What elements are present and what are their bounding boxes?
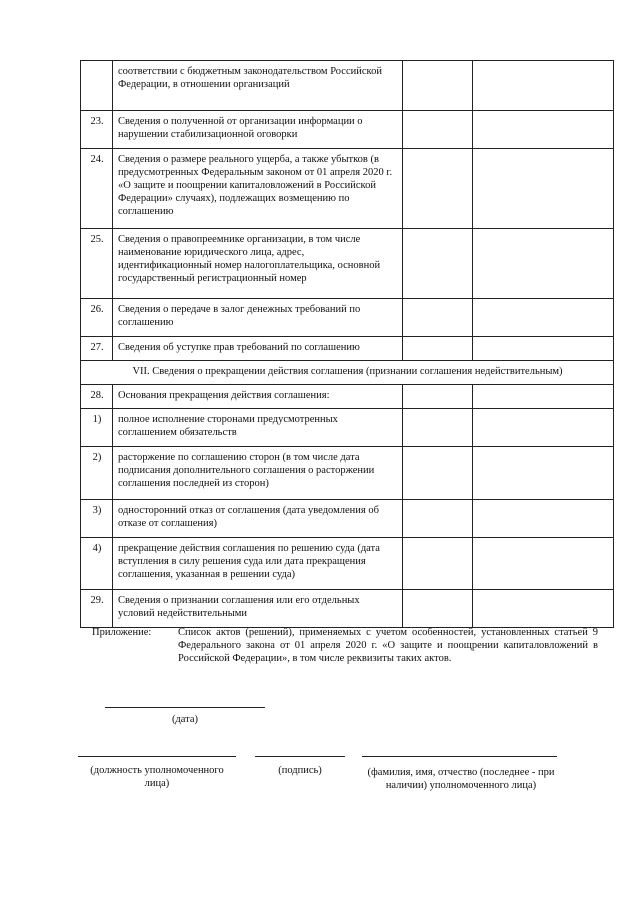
row-number: 3) — [81, 500, 113, 538]
row-text: полное исполнение сторонами предусмотренных соглашением обязательств — [113, 409, 403, 447]
row-text: Сведения о признании соглашения или его отдельных условий недействительными — [113, 590, 403, 628]
row-text: Сведения о полученной от организации информации о нарушении стабилизационной оговорки — [113, 111, 403, 149]
table-row — [81, 385, 614, 409]
empty-cell — [403, 538, 473, 590]
empty-cell — [403, 149, 473, 229]
table-row — [81, 229, 614, 299]
row-number: 24. — [81, 149, 113, 229]
row-number: 27. — [81, 337, 113, 361]
row-text: односторонний отказ от соглашения (дата уведомления об отказе от соглашения) — [113, 500, 403, 538]
position-line — [78, 756, 236, 757]
row-number: 1) — [81, 409, 113, 447]
table-row — [81, 337, 614, 361]
empty-cell — [473, 299, 614, 337]
row-text: расторжение по соглашению сторон (в том числе дата подписания дополнительного соглашения о расторжении соглашения последней из сторон) — [113, 447, 403, 500]
empty-cell — [403, 337, 473, 361]
annex-text: Список актов (решений), применяемых с учетом особенностей, установленных статьей 9 Федерального закона от 01 апреля 2020 г. «О защите и поощрении капиталовложений в Российской Федерации», в том числе реквизиты таких актов. — [178, 627, 598, 664]
table-row — [81, 409, 614, 447]
table-row — [81, 590, 614, 628]
row-text: Сведения о размере реального ущерба, а также убытков (в предусмотренных Федеральным законом от 01 апреля 2020 г. «О защите и поощрении капиталовложений в Российской Федерации» случаях), подлежащих возмещению по соглашению — [113, 149, 403, 229]
section-row — [81, 361, 614, 385]
empty-cell — [473, 500, 614, 538]
row-text: Основания прекращения действия соглашения: — [113, 385, 403, 409]
empty-cell — [473, 538, 614, 590]
date-line — [105, 707, 265, 708]
row-number: 26. — [81, 299, 113, 337]
signature-caption: (подпись) — [278, 765, 322, 776]
table-row — [81, 299, 614, 337]
empty-cell — [473, 447, 614, 500]
position-caption: (должность уполномоченного лица) — [90, 765, 224, 789]
empty-cell — [403, 447, 473, 500]
empty-cell — [473, 409, 614, 447]
signature-line — [255, 756, 345, 757]
empty-cell — [403, 409, 473, 447]
row-number: 25. — [81, 229, 113, 299]
table-row — [81, 111, 614, 149]
annex-label: Приложение: — [92, 627, 152, 638]
row-number: 28. — [81, 385, 113, 409]
table-row — [81, 447, 614, 500]
row-text: Сведения о правопреемнике организации, в том числе наименование юридического лица, адрес, идентификационный номер налогоплательщика, основной государственный регистрационный номер — [113, 229, 403, 299]
empty-cell — [473, 111, 614, 149]
empty-cell — [403, 299, 473, 337]
empty-cell — [403, 590, 473, 628]
date-caption: (дата) — [171, 714, 199, 725]
table-row — [81, 538, 614, 590]
empty-cell — [473, 229, 614, 299]
name-line — [362, 756, 557, 757]
info-table — [80, 60, 614, 628]
empty-cell — [473, 385, 614, 409]
table-row — [81, 500, 614, 538]
empty-cell — [403, 229, 473, 299]
row-number: 29. — [81, 590, 113, 628]
name-caption: (фамилия, имя, отчество (последнее - при наличии) уполномоченного лица) — [367, 767, 555, 791]
empty-cell — [473, 61, 614, 111]
row-text: Сведения о передаче в залог денежных требований по соглашению — [113, 299, 403, 337]
row-number: 23. — [81, 111, 113, 149]
empty-cell — [403, 61, 473, 111]
empty-cell — [403, 385, 473, 409]
empty-cell — [403, 111, 473, 149]
row-text: прекращение действия соглашения по решению суда (дата вступления в силу решения суда или дата прекращения соглашения, указанная в решении суда) — [113, 538, 403, 590]
row-number — [81, 61, 113, 111]
empty-cell — [473, 590, 614, 628]
table-row — [81, 61, 614, 111]
empty-cell — [473, 149, 614, 229]
section-title: VII. Сведения о прекращении действия соглашения (признании соглашения недействительным) — [81, 361, 614, 385]
empty-cell — [473, 337, 614, 361]
row-number: 4) — [81, 538, 113, 590]
row-text: соответствии с бюджетным законодательством Российской Федерации, в отношении организаций — [113, 61, 403, 111]
row-text: Сведения об уступке прав требований по соглашению — [113, 337, 403, 361]
empty-cell — [403, 500, 473, 538]
table-row — [81, 149, 614, 229]
row-number: 2) — [81, 447, 113, 500]
